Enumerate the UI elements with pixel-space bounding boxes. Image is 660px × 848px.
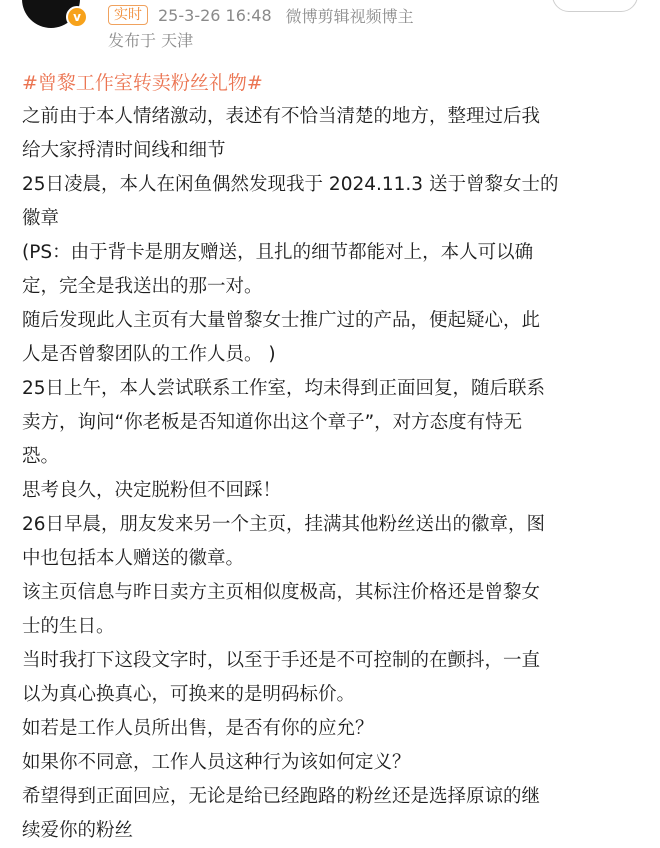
- post-line: 25日上午，本人尝试联系工作室，均未得到正面回复，随后联系: [22, 378, 546, 399]
- post-line: 随后发现此人主页有大量曾黎女士推广过的产品，便起疑心，此: [22, 310, 541, 331]
- post-timestamp: 25-3-26 16:48: [158, 5, 272, 25]
- verified-badge-icon: v: [66, 6, 88, 28]
- post-line: 希望得到正面回应，无论是给已经跑路的粉丝还是选择原谅的继: [22, 786, 541, 807]
- post-line: 续爱你的粉丝: [22, 820, 134, 841]
- post-line: 该主页信息与昨日卖方主页相似度极高，其标注价格还是曾黎女: [22, 582, 541, 603]
- post-line: (PS：由于背卡是朋友赠送，且扎的细节都能对上，本人可以确: [22, 242, 534, 263]
- post-line: 士的生日。: [22, 616, 115, 637]
- post-line: 当时我打下这段文字时，以至于手还是不可控制的在颤抖，一直: [22, 650, 541, 671]
- post-line: 卖方，询问“你老板是否知道你出这个章子”，对方态度有恃无: [22, 412, 523, 433]
- post-text: [22, 100, 640, 848]
- post-line: 定，完全是我送出的那一对。: [22, 276, 263, 297]
- follow-button[interactable]: [552, 0, 638, 12]
- post-body: [22, 66, 640, 848]
- post-line: 以为真心换真心，可换来的是明码标价。: [22, 684, 356, 705]
- post-meta: [108, 4, 428, 26]
- post-line: 26日早晨，朋友发来另一个主页，挂满其他粉丝送出的徽章，图: [22, 514, 546, 535]
- post-line: 25日凌晨，本人在闲鱼偶然发现我于 2024.11.3 送于曾黎女士的: [22, 174, 559, 195]
- post-line: 给大家捋清时间线和细节: [22, 140, 226, 161]
- post-line: 如若是工作人员所出售，是否有你的应允？: [22, 718, 374, 739]
- topic-hashtag-link[interactable]: #曾黎工作室转卖粉丝礼物#: [22, 72, 263, 94]
- post-location: 发布于 天津: [108, 31, 194, 50]
- post-source[interactable]: 微博剪辑视频博主: [285, 6, 414, 26]
- post-line: 中也包括本人赠送的徽章。: [22, 548, 245, 569]
- post-line: 人是否曾黎团队的工作人员。 ): [22, 344, 276, 365]
- post-line: 恐。: [22, 446, 60, 467]
- post-line: 徽章: [22, 208, 60, 229]
- post-line: 之前由于本人情绪激动，表述有不恰当清楚的地方，整理过后我: [22, 106, 541, 127]
- post-line: 思考良久，决定脱粉但不回踩！: [22, 480, 282, 501]
- post-header: [0, 0, 660, 62]
- post-line: 如果你不同意，工作人员这种行为该如何定义？: [22, 752, 411, 773]
- realtime-tag: 实时: [108, 5, 148, 25]
